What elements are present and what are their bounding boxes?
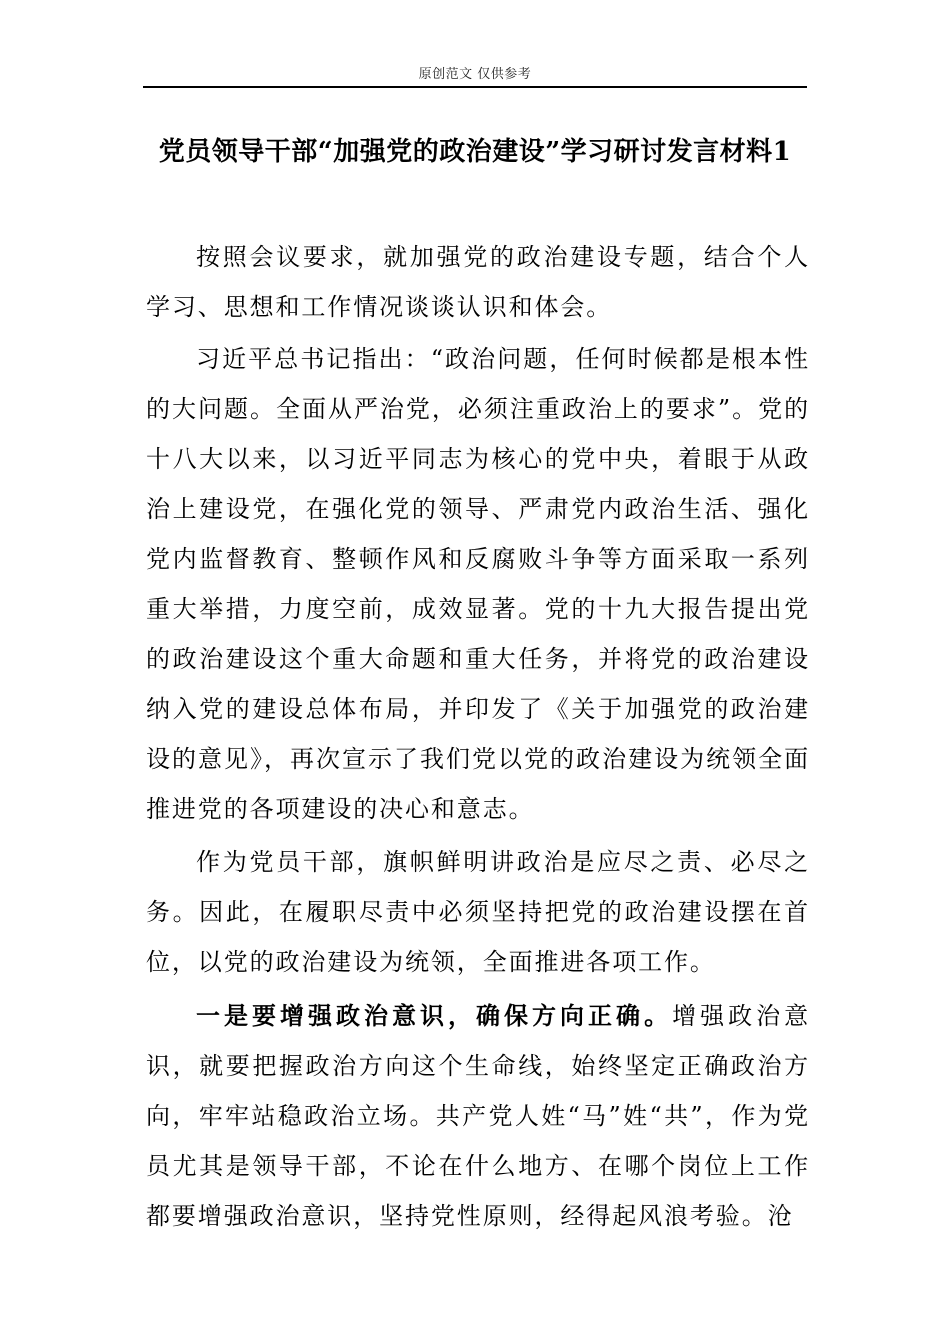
paragraph-intro	[146, 232, 810, 332]
header-divider	[143, 86, 807, 88]
paragraph-text: 作为党员干部，旗帜鲜明讲政治是应尽之责、必尽之务。因此，在履职尽责中必须坚持把党的政治建设摆在首位，以党的政治建设为统领，全面推进各项工作。	[146, 848, 810, 976]
paragraph-text: 增强政治意识，就要把握政治方向这个生命线，始终坚定正确政治方向，牢牢站稳政治立场。共产党人姓“马”姓“共”，作为党员尤其是领导干部，不论在什么地方、在哪个岗位上工作都要增强政治意识，坚持党性原则，经得起风浪考验。沧	[146, 1002, 810, 1230]
paragraph-point-one	[146, 991, 810, 1241]
document-title: 党员领导干部“加强党的政治建设”学习研讨发言材料1	[158, 137, 792, 167]
document-body	[146, 232, 810, 1241]
paragraph-text: 习近平总书记指出：“政治问题，任何时候都是根本性的大问题。全面从严治党，必须注重政治上的要求”。党的十八大以来，以习近平同志为核心的党中央，着眼于从政治上建设党，在强化党的领导、严肃党内政治生活、强化党内监督教育、整顿作风和反腐败斗争等方面采取一系列重大举措，力度空前，成效显著。党的十九大报告提出党的政治建设这个重大命题和重大任务，并将党的政治建设纳入党的建设总体布局，并印发了《关于加强党的政治建设的意见》，再次宣示了我们党以党的政治建设为统领全面推进党的各项建设的决心和意志。	[146, 345, 810, 823]
paragraph-lead-heading: 一是要增强政治意识，确保方向正确。	[196, 1001, 673, 1030]
page-header-text: 原创范文 仅供参考	[418, 67, 532, 82]
paragraph-text: 按照会议要求，就加强党的政治建设专题，结合个人学习、思想和工作情况谈谈认识和体会。	[146, 243, 810, 321]
paragraph-quote	[146, 334, 810, 834]
paragraph-duty	[146, 837, 810, 987]
